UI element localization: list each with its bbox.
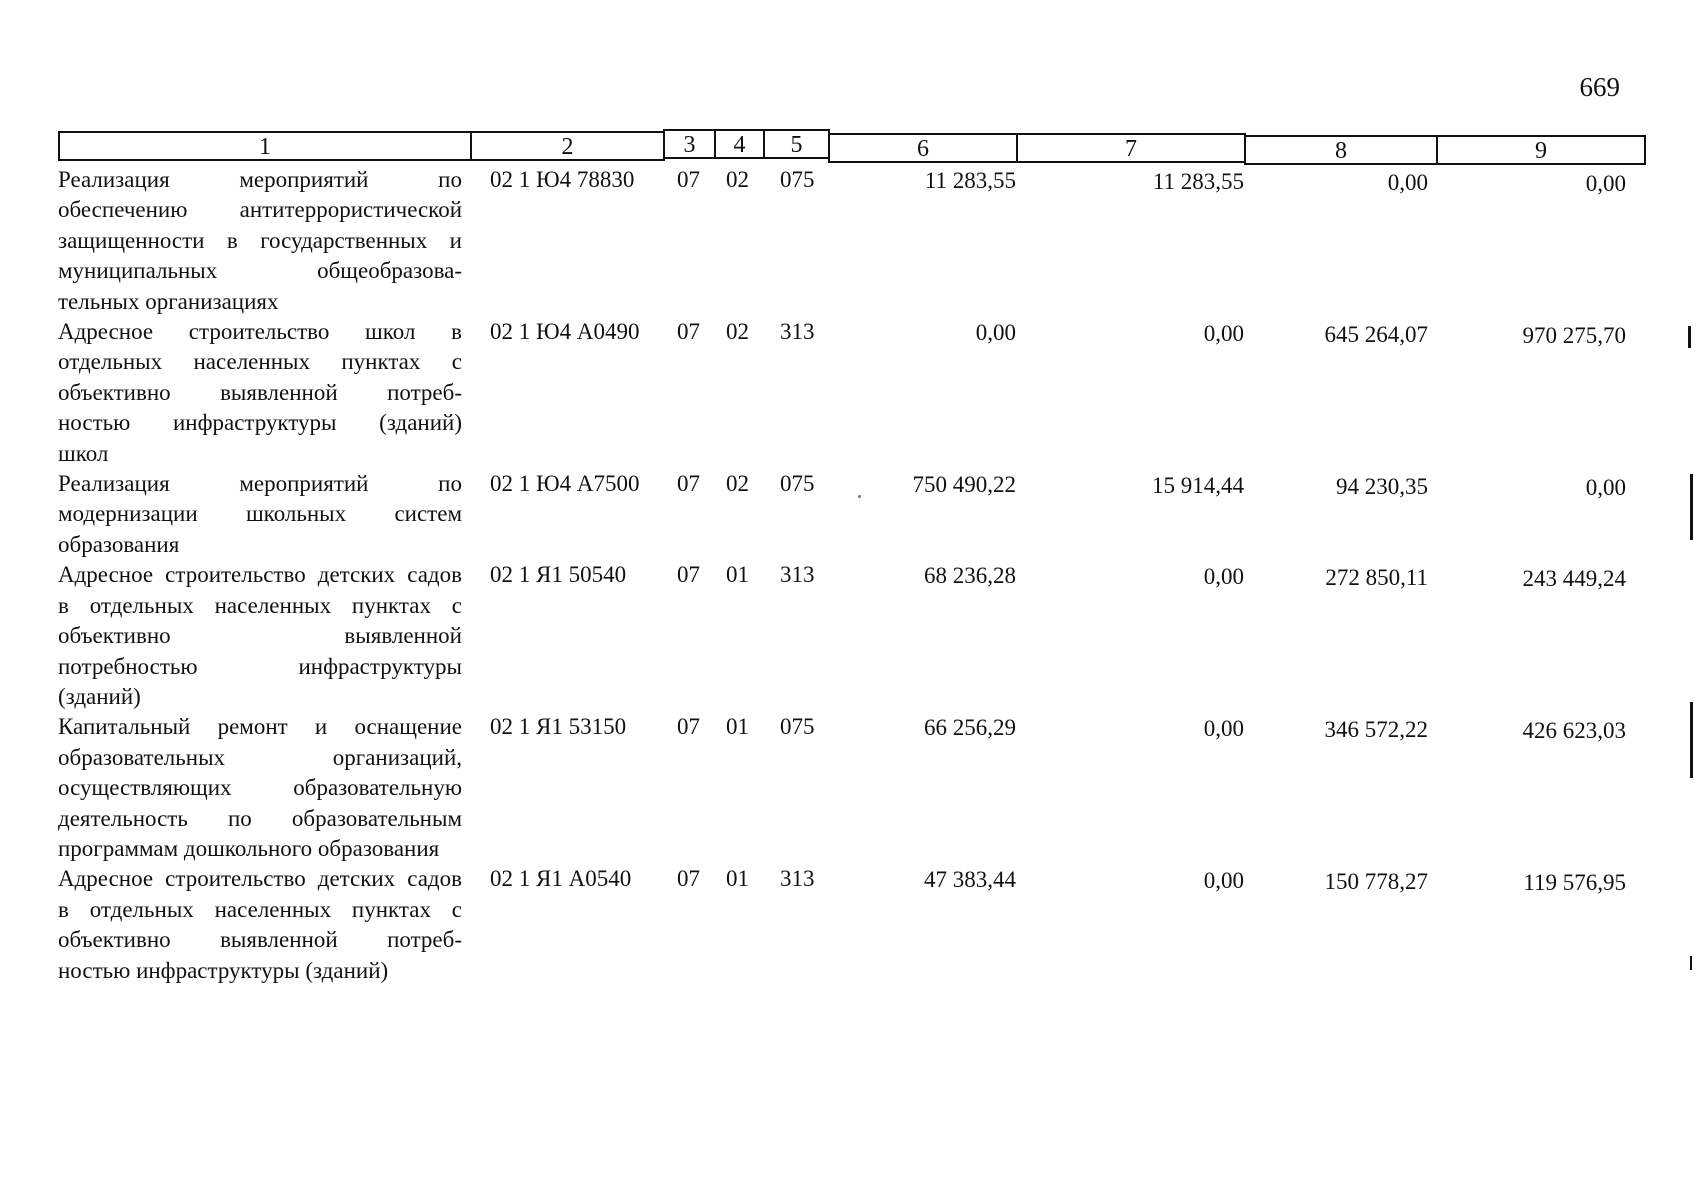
- cell-c7: 0,00: [1203, 321, 1244, 347]
- row-description: [58, 165, 462, 317]
- cell-code: 02 1 Ю4 78830: [490, 167, 635, 192]
- cell-c5: 313: [780, 866, 815, 892]
- table-row: [58, 712, 1644, 864]
- cell-c5: 313: [780, 319, 815, 345]
- cell-c8: 0,00: [1387, 170, 1428, 195]
- description-line: модернизации школьных систем: [58, 501, 462, 527]
- header-cell-2: 2: [470, 131, 665, 161]
- cell-c5: 075: [780, 471, 815, 497]
- cell-c8: 150 778,27: [1324, 869, 1428, 895]
- description-line: осуществляющих образовательную: [58, 775, 462, 801]
- budget-table: [58, 165, 1644, 986]
- description-line: отдельных населенных пунктах с: [58, 349, 462, 375]
- description-line: программам дошкольного образования: [58, 835, 440, 861]
- cell-c8: 94 230,35: [1336, 474, 1428, 500]
- cell-c9: 0,00: [1585, 171, 1626, 196]
- cell-c7: 15 914,44: [1152, 473, 1244, 499]
- description-line: деятельность по образовательным: [58, 805, 462, 831]
- cell-c9: 119 576,95: [1523, 870, 1626, 896]
- cell-c5: 075: [780, 167, 815, 192]
- cell-c5: 313: [780, 562, 815, 588]
- row-description: [58, 712, 462, 864]
- description-line: муниципальных общеобразова-: [58, 258, 462, 284]
- cell-c3: 07: [677, 714, 700, 740]
- cell-c9: 426 623,03: [1522, 718, 1626, 744]
- cell-c7: 0,00: [1203, 868, 1244, 894]
- row-description: [58, 560, 462, 712]
- table-row: [58, 165, 1644, 317]
- description-line: в отдельных населенных пунктах с: [58, 896, 462, 922]
- cell-c3: 07: [677, 319, 700, 345]
- description-line: Адресное строительство школ в: [58, 319, 462, 345]
- description-line: образования: [58, 531, 180, 557]
- description-line: обеспечению антитеррористической: [58, 197, 462, 223]
- cell-c9: 970 275,70: [1522, 323, 1626, 349]
- description-line: объективно выявленной потреб-: [58, 379, 462, 405]
- page-number: 669: [1579, 72, 1620, 102]
- description-line: Адресное строительство детских садов: [58, 866, 462, 892]
- cell-c4: 02: [726, 319, 749, 345]
- cell-c6: 68 236,28: [924, 563, 1016, 589]
- header-cell-8: 8: [1244, 135, 1438, 165]
- cell-c9: 243 449,24: [1522, 566, 1626, 592]
- cell-code: 02 1 Я1 А0540: [490, 866, 632, 892]
- description-line: объективно выявленной потреб-: [58, 927, 462, 953]
- cell-c7: 0,00: [1203, 564, 1244, 590]
- scan-edge-mark: [1688, 326, 1691, 348]
- header-cell-1: 1: [58, 131, 472, 161]
- row-description: [58, 864, 462, 986]
- table-row: [58, 469, 1644, 560]
- cell-c6: 0,00: [975, 320, 1016, 346]
- scan-edge-mark: [1690, 474, 1693, 540]
- cell-c9: 0,00: [1585, 475, 1626, 501]
- scan-dot: [858, 495, 861, 498]
- cell-c4: 01: [726, 866, 749, 892]
- description-line: образовательных организаций,: [58, 744, 462, 770]
- scan-edge-mark: [1690, 956, 1692, 970]
- cell-c6: 66 256,29: [924, 715, 1016, 741]
- description-line: (зданий): [58, 683, 141, 709]
- description-line: Реализация мероприятий по: [58, 167, 462, 192]
- cell-c3: 07: [677, 167, 700, 192]
- cell-c8: 645 264,07: [1324, 322, 1428, 348]
- description-line: защищенности в государственных и: [58, 227, 462, 253]
- description-line: объективно выявленной: [58, 623, 462, 649]
- cell-c3: 07: [677, 471, 700, 497]
- description-line: потребностью инфраструктуры: [58, 653, 462, 679]
- header-cell-4: 4: [714, 129, 765, 159]
- header-cell-9: 9: [1436, 135, 1646, 165]
- cell-c3: 07: [677, 562, 700, 588]
- cell-c7: 11 283,55: [1152, 169, 1244, 194]
- cell-c3: 07: [677, 866, 700, 892]
- table-row: [58, 560, 1644, 712]
- description-line: Адресное строительство детских садов: [58, 562, 462, 588]
- row-description: [58, 469, 462, 560]
- table-row: [58, 317, 1644, 469]
- cell-c5: 075: [780, 714, 815, 740]
- cell-c4: 01: [726, 562, 749, 588]
- header-cell-3: 3: [663, 129, 716, 159]
- header-cell-6: 6: [828, 133, 1018, 163]
- table-row: [58, 864, 1644, 986]
- description-line: Капитальный ремонт и оснащение: [58, 714, 462, 740]
- description-line: ностью инфраструктуры (зданий): [58, 957, 389, 983]
- cell-c6: 47 383,44: [924, 867, 1016, 893]
- description-line: школ: [58, 440, 109, 466]
- header-cell-7: 7: [1016, 133, 1246, 163]
- row-description: [58, 317, 462, 469]
- cell-c8: 272 850,11: [1325, 565, 1428, 591]
- scan-edge-mark: [1690, 702, 1693, 778]
- cell-code: 02 1 Ю4 А0490: [490, 319, 640, 345]
- cell-c4: 02: [726, 167, 749, 192]
- table-header-row: [58, 131, 1644, 165]
- cell-c4: 02: [726, 471, 749, 497]
- cell-c7: 0,00: [1203, 716, 1244, 742]
- cell-code: 02 1 Я1 50540: [490, 562, 627, 588]
- cell-c6: 750 490,22: [912, 472, 1016, 498]
- description-line: Реализация мероприятий по: [58, 471, 462, 497]
- description-line: ностью инфраструктуры (зданий): [58, 410, 462, 436]
- cell-code: 02 1 Я1 53150: [490, 714, 627, 740]
- description-line: тельных организациях: [58, 288, 279, 314]
- cell-code: 02 1 Ю4 А7500: [490, 471, 640, 497]
- cell-c8: 346 572,22: [1324, 717, 1428, 743]
- cell-c6: 11 283,55: [924, 168, 1016, 193]
- description-line: в отдельных населенных пунктах с: [58, 592, 462, 618]
- header-cell-5: 5: [763, 129, 830, 159]
- cell-c4: 01: [726, 714, 749, 740]
